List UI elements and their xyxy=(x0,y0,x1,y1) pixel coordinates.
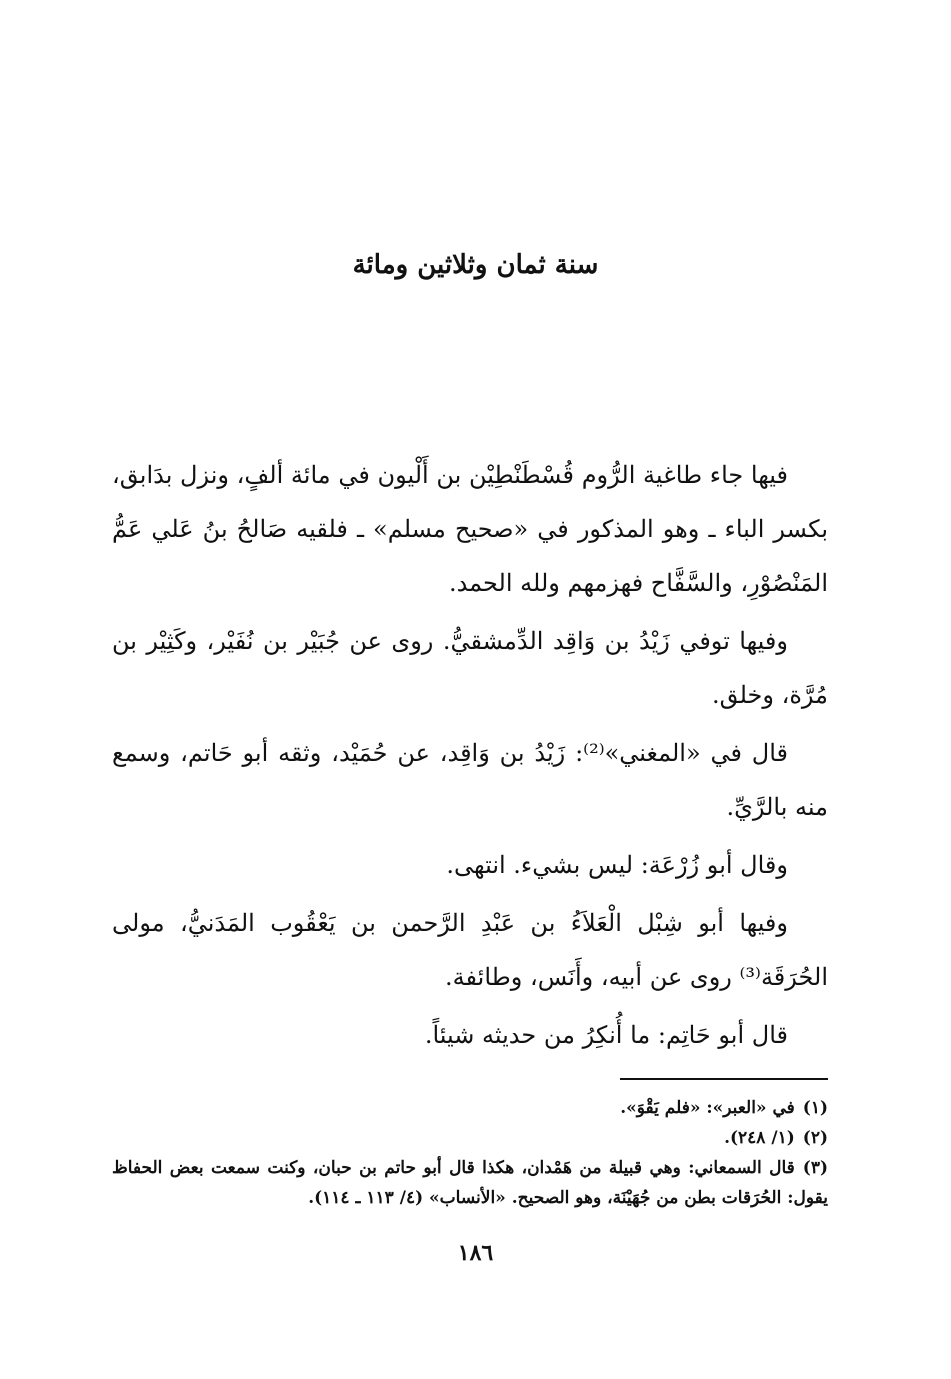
paragraph-2: وفيها توفي زَيْدُ بن وَاقِد الدِّمشقيُّ. روى عن جُبَيْر بن نُفَيْر، وكَثِيْر بن مُرَّة، وخلق. xyxy=(112,627,828,709)
footnote-3 xyxy=(112,1153,828,1213)
footnote-number: (١) xyxy=(802,1098,828,1118)
footnote-text: في «العبر»: «فلم يَقْوَ». xyxy=(620,1098,795,1118)
paragraph-5: وفيها أبو شِبْل الْعَلاَءُ بن عَبْدِ الرَّحمن بن يَعْقُوب المَدَنيُّ، مولى الحُرَقَة⁽³⁾ روى عن أبيه، وأَنَس، وطائفة. xyxy=(112,909,828,991)
footnote-text: قال السمعاني: وهي قبيلة من هَمْدان، هكذا قال أبو حاتم بن حبان، وكنت سمعت بعض الحفاظ يقول: الحُرَقات بطن من جُهَيْنَة، وهو الصحيح. «الأنساب» (٤/ ١١٣ ـ ١١٤). xyxy=(112,1158,828,1208)
footnotes xyxy=(112,1093,828,1213)
paragraph-4: وقال أبو زُرْعَة: ليس بشيء. انتهى. xyxy=(446,851,788,879)
page-number: ١٨٦ xyxy=(457,1240,494,1266)
footnote-number: (٢) xyxy=(802,1128,828,1148)
paragraph-6: قال أبو حَاتِم: ما أُنكِرُ من حديثه شيئاً. xyxy=(424,1021,788,1049)
footnote-1 xyxy=(112,1093,828,1123)
footnote-divider xyxy=(620,1078,828,1080)
footnote-text: (١/ ٢٤٨). xyxy=(724,1128,795,1148)
footnote-number: (٣) xyxy=(802,1158,828,1178)
paragraph-3: قال في «المغني»⁽²⁾: زَيْدُ بن وَاقِد، عن حُمَيْد، وثقه أبو حَاتم، وسمع منه بالرَّيِّ. xyxy=(112,739,828,821)
body-text xyxy=(112,448,828,1066)
footnote-2 xyxy=(112,1123,828,1153)
paragraph-1: فيها جاء طاغية الرُّوم قُسْطَنْطِيْن بن أَلْيون في مائة ألفٍ، ونزل بدَابق، بكسر الباء ـ وهو المذكور في «صحيح مسلم» ـ فلقيه صَالحُ بنُ عَلي عَمُّ المَنْصُوْرِ، والسَّفَّاح فهزمهم ولله الحمد. xyxy=(112,461,828,597)
chapter-title: سنة ثمان وثلاثين ومائة xyxy=(352,250,599,280)
